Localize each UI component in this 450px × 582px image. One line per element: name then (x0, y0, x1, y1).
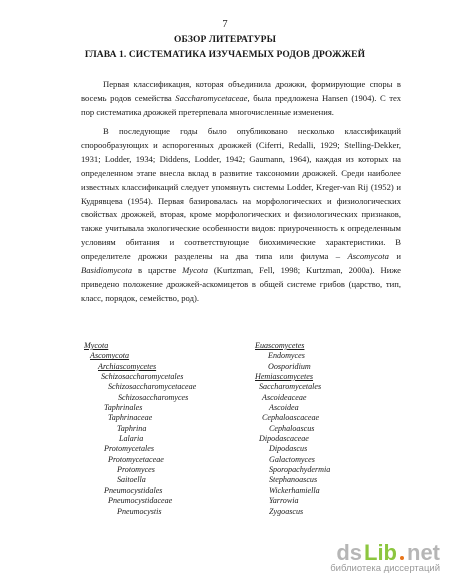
taxon-name: Ascoideaceae (262, 392, 307, 402)
taxon-name: Archiascomycetes (98, 361, 157, 371)
taxon-name: Protomyces (117, 465, 155, 475)
taxon-name: Mycota (84, 341, 109, 350)
paragraph-1 (81, 78, 401, 120)
taxon-name: Dipodascus (269, 444, 308, 454)
taxon-item (255, 382, 330, 392)
taxon-item (84, 444, 196, 454)
taxon-name: Hemiascomycetes (255, 372, 313, 382)
taxon-item (255, 507, 330, 517)
section-heading: ОБЗОР ЛИТЕРАТУРЫ (173, 35, 277, 45)
taxon-item (255, 455, 330, 465)
taxon-name: Wickerhamiella (269, 485, 320, 495)
logo-dot-icon (400, 556, 404, 560)
taxon-item (84, 486, 196, 496)
taxonomy-list-left (84, 341, 196, 517)
taxon-item (255, 351, 330, 361)
taxon-item (255, 413, 330, 423)
taxon-name: Ascoidea (269, 403, 299, 413)
paragraph-1-text-a: Первая классификация, которая объединила дрожжи, формирующие споры в восемь родов семейства (81, 79, 401, 103)
taxon-name: Cephaloascus (269, 423, 315, 433)
taxon-name: Cephaloascaceae (262, 413, 320, 423)
paragraph-2-text-d: (Kurtzman, Fell, 1998; Kurtzman, 2000a). Ниже приведено положение дрожжей-аскомицетов в общей системе грибов (царство, тип, класс, порядок, семейство, род). (81, 265, 401, 303)
taxon-item (255, 465, 330, 475)
taxon-item (84, 496, 196, 506)
taxon-item (84, 362, 196, 372)
taxon-name: Pneumocystidaceae (108, 496, 173, 506)
taxon-item (84, 413, 196, 423)
logo-ds: ds (336, 540, 362, 565)
watermark-subtitle: библиотека диссертаций (330, 563, 440, 574)
paragraph-2-italic-c: Mycota (182, 265, 208, 276)
taxon-item (84, 424, 196, 434)
logo-net: net (407, 540, 440, 565)
taxon-name: Taphrinales (104, 403, 143, 413)
taxon-item (255, 475, 330, 485)
taxon-item (84, 434, 196, 444)
taxon-name: Sporopachydermia (269, 465, 331, 475)
logo-lib: Lib (364, 540, 397, 565)
taxon-name: Lalaria (119, 434, 144, 444)
paragraph-2-text-a: В последующие годы было опубликовано несколько классификаций спорообразующих и аспорогенных дрожжей (Ciferri, Redalli, 1929; Stelling-Dekker, 1931; Lodder, 1934; Diddens, Lodder, 1942; Gaumann, 1964), каждая из которых на определенном этапе внесла вклад в развитие таксономии дрожжей. Среди наиболее известных классификаций следует упомянуть системы Lodder, Kreger-van Rij (1952) и Кудрявцева (1954). Первая базировалась на морфологических и физиологических свойствах дрожжей, вторая, кроме морфологических и физиологических признаков, также учитывала экологические особенности видов: приуроченность к определенным условиям обитания и соответствующие биохимические характеристики. В определителе дрожжи разделены на два типа или филума – (81, 126, 401, 262)
taxonomy-list-right (255, 341, 330, 517)
taxon-name: Pneumocystidales (104, 485, 163, 495)
taxon-item (84, 382, 196, 392)
taxon-item (255, 496, 330, 506)
taxon-name: Schizosaccharomycetaceae (108, 382, 197, 392)
paragraph-2-italic-a: Ascomycota (347, 251, 389, 262)
paragraph-2 (81, 125, 401, 306)
taxon-item (84, 341, 196, 351)
taxon-name: Zygoascus (269, 506, 304, 516)
taxon-name: Yarrowia (269, 496, 299, 506)
taxon-name: Pneumocystis (117, 506, 162, 516)
taxon-item (255, 393, 330, 403)
taxon-name: Endomyces (268, 351, 305, 361)
paragraph-2-text-b: и (388, 251, 401, 262)
taxon-name: Taphrina (117, 423, 147, 433)
taxon-name: Saitoella (117, 475, 146, 485)
paragraph-1-italic: Saccharomycetaceae (175, 92, 248, 103)
taxon-name: Saccharomycetales (259, 382, 322, 392)
taxon-name: Oosporidium (268, 361, 311, 371)
taxon-item (255, 362, 330, 372)
taxon-name: Galactomyces (269, 454, 315, 464)
taxon-item (84, 507, 196, 517)
taxon-item (255, 341, 330, 351)
taxon-item (255, 486, 330, 496)
taxon-name: Protomycetaceae (108, 454, 164, 464)
paragraph-2-italic-b: Basidiomycota (81, 265, 133, 276)
taxon-name: Protomycetales (104, 444, 155, 454)
dslib-watermark (330, 540, 440, 574)
taxon-item (84, 475, 196, 485)
taxon-item (255, 372, 330, 382)
taxon-item (84, 465, 196, 475)
taxon-name: Schizosaccharomycetales (101, 372, 184, 382)
chapter-heading: ГЛАВА 1. СИСТЕМАТИКА ИЗУЧАЕМЫХ РОДОВ ДРОЖЖЕЙ (84, 50, 366, 60)
taxon-name: Stephanoascus (269, 475, 318, 485)
taxon-item (255, 444, 330, 454)
taxon-name: Ascomycota (90, 351, 130, 361)
taxon-name: Euascomycetes (255, 341, 305, 350)
taxon-item (84, 372, 196, 382)
taxon-item (84, 455, 196, 465)
taxon-name: Taphrinaceae (108, 413, 153, 423)
taxon-item (84, 351, 196, 361)
taxon-item (255, 424, 330, 434)
taxon-item (255, 403, 330, 413)
taxon-item (255, 434, 330, 444)
paragraph-1-text-b: , была предложена Hansen (1904). С тех пор систематика дрожжей претерпевала многочисленные изменения. (81, 92, 401, 117)
page-number: 7 (222, 19, 228, 30)
taxon-name: Dipodascaceae (259, 434, 309, 444)
paragraph-2-text-c: в царстве (132, 265, 183, 276)
taxon-item (84, 393, 196, 403)
taxon-item (84, 403, 196, 413)
taxon-name: Schizosaccharomyces (118, 392, 189, 402)
